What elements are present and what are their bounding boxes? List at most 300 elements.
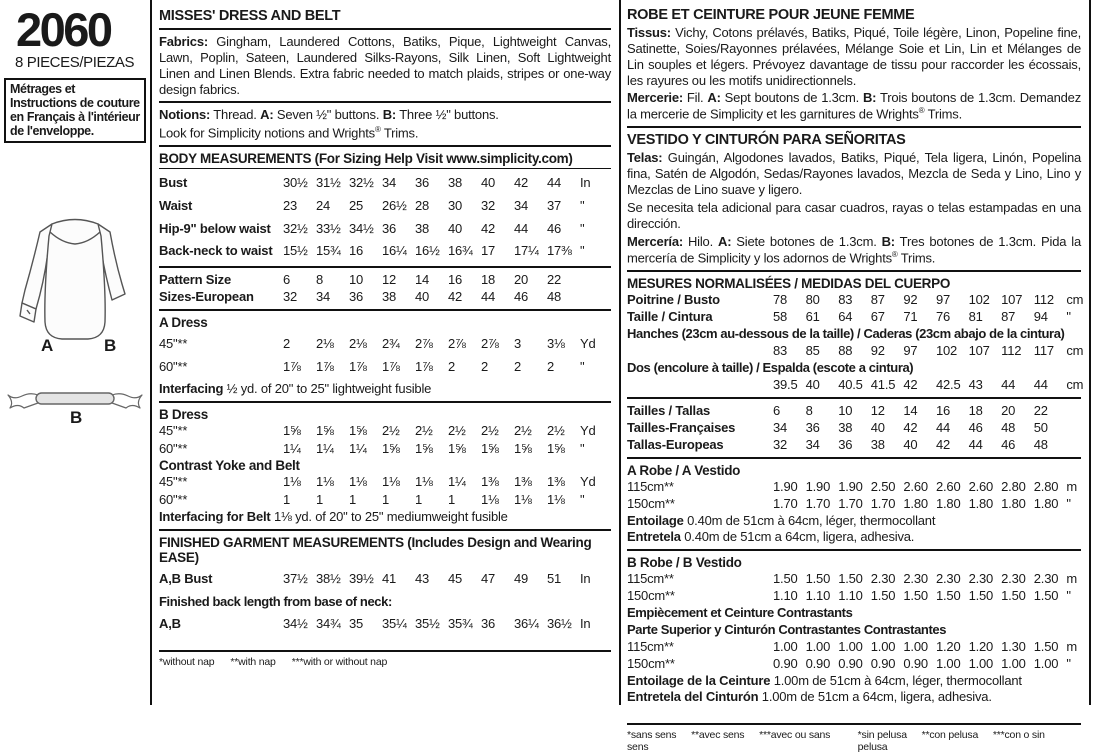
value-cell: 2.30 xyxy=(968,570,994,586)
text-segment: Tres botones de 1.3cm. Pida la mercería de Simplicity y los adornos de Wrights xyxy=(627,233,1081,265)
value-cell: 94 xyxy=(1033,308,1048,324)
b-dress-header: B Dress xyxy=(159,407,208,423)
metric-footnotes xyxy=(627,729,1081,753)
value-cell: 1⅝ xyxy=(283,423,301,439)
english-title: MISSES' DRESS AND BELT xyxy=(159,8,341,24)
value-cell: 83 xyxy=(773,343,788,359)
body-measurements-table xyxy=(159,175,611,258)
value-cell: 1⅜ xyxy=(514,474,532,490)
value-cell: 1.50 xyxy=(870,587,896,603)
value-cell: 50 xyxy=(1033,419,1048,435)
text-segment: 0.40m de 51cm a 64cm, ligera, adhesiva. xyxy=(680,528,915,544)
unit-cell: " xyxy=(580,491,585,507)
value-cell: 36 xyxy=(382,220,397,236)
text-segment: ® xyxy=(918,106,925,116)
text-segment: Look for Simplicity notions and Wrights xyxy=(159,125,375,141)
unit-cell: m xyxy=(1066,478,1077,494)
value-cell: 2.60 xyxy=(935,478,961,494)
value-cell: 46 xyxy=(1001,437,1016,453)
value-cell: 38 xyxy=(415,220,430,236)
divider xyxy=(159,168,611,169)
value-cell: 1⅛ xyxy=(349,474,367,490)
fabrics-paragraph xyxy=(159,34,611,97)
value-cell: 38 xyxy=(838,419,853,435)
value-cell: 1.80 xyxy=(968,495,994,511)
value-cell: 2½ xyxy=(547,423,565,439)
text-segment: Fil. xyxy=(683,90,708,106)
value-cell: 17¼ xyxy=(514,243,539,259)
row-label: A,B xyxy=(159,615,181,631)
value-cell: 33½ xyxy=(316,220,341,236)
text-segment: Trims. xyxy=(380,125,419,141)
se-necesita-paragraph xyxy=(627,200,1081,232)
row-label: 60"** xyxy=(159,440,188,456)
value-cell: 1.00 xyxy=(870,638,896,654)
value-cell: 2⅞ xyxy=(481,336,499,352)
value-cell: 1.10 xyxy=(838,587,863,603)
text-segment: Siete botones de 1.3cm. xyxy=(731,233,882,249)
b-dress-table xyxy=(159,423,611,456)
value-cell: 1.50 xyxy=(1001,587,1026,603)
value-cell: 1.50 xyxy=(838,570,863,586)
divider xyxy=(627,397,1081,399)
view-b-label: B xyxy=(104,336,117,355)
text-label: A: xyxy=(260,107,274,123)
unit-cell: Yd xyxy=(580,474,596,490)
value-cell: 14 xyxy=(415,271,430,287)
value-cell: 39½ xyxy=(349,571,374,587)
value-cell: 38 xyxy=(448,175,463,191)
divider xyxy=(159,28,611,30)
value-cell: 16¾ xyxy=(448,243,473,259)
value-cell: 1.00 xyxy=(903,638,928,654)
text-segment: Trois boutons de 1.3cm. Demandez la mercerie de Simplicity et les garnitures de Wrights xyxy=(627,90,1081,122)
value-cell: 36 xyxy=(838,437,853,453)
footnote: **con pelusa xyxy=(921,728,979,741)
tailles-table xyxy=(627,403,1081,453)
value-cell: 1.30 xyxy=(1001,638,1026,654)
table-row xyxy=(627,309,1081,325)
value-cell: 20 xyxy=(514,271,529,287)
value-cell: 8 xyxy=(805,402,813,418)
value-cell: 1 xyxy=(349,491,357,507)
pieces-count: 8 PIECES/PIEZAS xyxy=(15,53,135,71)
value-cell: 18 xyxy=(481,271,496,287)
unit-cell: m xyxy=(1066,638,1077,654)
value-cell: 1.80 xyxy=(935,495,961,511)
value-cell: 40 xyxy=(805,377,820,393)
value-cell: 37 xyxy=(547,198,562,214)
row-label: 60"** xyxy=(159,491,188,507)
row-label: Back-neck to waist xyxy=(159,243,273,259)
text-segment: Sept boutons de 1.3cm. xyxy=(720,90,863,106)
value-cell: 39.5 xyxy=(773,377,798,393)
value-cell: 22 xyxy=(1033,402,1048,418)
value-cell: 35 xyxy=(349,615,364,631)
value-cell: 1.00 xyxy=(968,656,994,672)
value-cell: 22 xyxy=(547,271,562,287)
value-cell: 44 xyxy=(481,289,496,305)
value-cell: 112 xyxy=(1001,343,1022,359)
left-column xyxy=(0,0,150,705)
value-cell: 40 xyxy=(903,437,918,453)
value-cell: 1⅝ xyxy=(349,423,367,439)
full-width-row-label: Parte Superior y Cinturón Contrastantes Contrastantes xyxy=(627,621,947,637)
text-label: Interfacing for Belt xyxy=(159,509,271,525)
value-cell: 2 xyxy=(514,358,522,374)
value-cell: 1.80 xyxy=(1033,495,1059,511)
value-cell: 2.60 xyxy=(903,478,928,494)
value-cell: 35½ xyxy=(415,615,440,631)
row-label: 45"** xyxy=(159,336,188,352)
value-cell: 15½ xyxy=(283,243,308,259)
unit-cell: " xyxy=(580,220,585,236)
value-cell: 16 xyxy=(349,243,364,259)
interfacing-a-line xyxy=(159,381,611,397)
value-cell: 2.50 xyxy=(870,478,896,494)
divider xyxy=(627,723,1081,725)
value-cell: 1⅝ xyxy=(547,440,565,456)
value-cell: 2.30 xyxy=(1001,570,1026,586)
value-cell: 1.50 xyxy=(805,570,831,586)
row-label: Poitrine / Busto xyxy=(627,291,720,307)
divider xyxy=(627,126,1081,128)
unit-cell: Yd xyxy=(580,423,596,439)
table-row xyxy=(159,289,611,305)
value-cell: 44 xyxy=(547,175,562,191)
unit-cell: " xyxy=(1066,495,1071,511)
value-cell: 1.00 xyxy=(1001,656,1026,672)
value-cell: 16 xyxy=(935,402,951,418)
value-cell: 30½ xyxy=(283,175,308,191)
value-cell: 1⅛ xyxy=(481,491,499,507)
value-cell: 42 xyxy=(448,289,463,305)
text-segment: ½ yd. of 20" to 25" lightweight fusible xyxy=(223,381,432,397)
footnote: ***con o sin pelusa xyxy=(857,728,1045,753)
row-label: Hip-9" below waist xyxy=(159,220,271,236)
divider xyxy=(159,145,611,147)
value-cell: 42 xyxy=(514,175,529,191)
text-segment: 1.00m de 51cm à 64cm, léger, thermocollant xyxy=(770,673,1022,689)
value-cell: 35¾ xyxy=(448,615,473,631)
value-cell: 42 xyxy=(481,220,496,236)
value-cell: 34 xyxy=(514,198,529,214)
entretela-cinturon-line xyxy=(627,689,1081,705)
value-cell: 1⅝ xyxy=(514,440,532,456)
body-measurements-header: BODY MEASUREMENTS (For Sizing Help Visit www.simplicity.com) xyxy=(159,151,573,167)
value-cell: 67 xyxy=(870,308,885,324)
notions-line2 xyxy=(159,125,611,141)
divider xyxy=(627,457,1081,459)
table-row xyxy=(627,479,1081,495)
value-cell: 1.20 xyxy=(968,638,994,654)
value-cell: 46 xyxy=(514,289,529,305)
row-label: Tailles-Françaises xyxy=(627,419,736,435)
value-cell: 6 xyxy=(773,402,781,418)
value-cell: 1⅞ xyxy=(316,358,334,374)
value-cell: 34 xyxy=(316,289,331,305)
unit-cell: In xyxy=(580,615,591,631)
value-cell: 102 xyxy=(935,343,958,359)
text-segment: ® xyxy=(374,125,381,135)
divider xyxy=(159,401,611,403)
text-segment: Vichy, Cotons prélavés, Batiks, Piqué, Toile légère, Linon, Popeline fine, Satinette, Soies/Rayonnes prélavées, Mélange Soie et Lin, Lin et Mélanges de Lin souples et légers. Prévoyez davantage de tissu pour raccorder les écossais, les rayures ou les motifs unidirectionnels. xyxy=(627,25,1081,88)
value-cell: 83 xyxy=(838,291,853,307)
text-segment: Seven ½" buttons. xyxy=(273,107,383,123)
value-cell: 0.90 xyxy=(805,656,831,672)
value-cell: 1.70 xyxy=(805,495,831,511)
value-cell: 40 xyxy=(481,175,496,191)
text-segment: Three ½" buttons. xyxy=(396,107,499,123)
text-segment: 1⅛ yd. of 20" to 25" mediumweight fusible xyxy=(270,509,508,525)
text-label: B: xyxy=(862,90,877,106)
value-cell: 1 xyxy=(382,491,390,507)
footnote: ***with or without nap xyxy=(291,656,388,669)
divider xyxy=(159,101,611,103)
value-cell: 1⅛ xyxy=(514,491,532,507)
value-cell: 1.50 xyxy=(935,587,961,603)
value-cell: 2½ xyxy=(481,423,499,439)
table-row xyxy=(627,420,1081,436)
value-cell: 38 xyxy=(870,437,885,453)
divider xyxy=(627,270,1081,272)
mercerie-paragraph xyxy=(627,90,1081,122)
value-cell: 38 xyxy=(382,289,397,305)
value-cell: 1⅞ xyxy=(349,358,367,374)
text-segment: Trims. xyxy=(924,106,962,122)
value-cell: 32½ xyxy=(349,175,374,191)
a-dress-table xyxy=(159,336,611,374)
value-cell: 40 xyxy=(448,220,463,236)
unit-cell: " xyxy=(580,198,585,214)
value-cell: 3 xyxy=(514,336,522,352)
value-cell: 10 xyxy=(838,402,853,418)
value-cell: 34¾ xyxy=(316,615,341,631)
dress-back-view-drawing xyxy=(0,210,150,440)
table-row xyxy=(627,291,1084,308)
value-cell: 1⅞ xyxy=(382,358,400,374)
value-cell: 1¼ xyxy=(283,440,301,456)
value-cell: 16¼ xyxy=(382,243,407,259)
full-width-row-label: Dos (encolure à taille) / Espalda (escote a cintura) xyxy=(627,360,914,376)
value-cell: 1⅞ xyxy=(283,358,301,374)
row-label: Bust xyxy=(159,175,188,191)
spanish-title: VESTIDO Y CINTURÓN PARA SEÑORITAS xyxy=(627,132,906,149)
value-cell: 1⅝ xyxy=(481,440,499,456)
value-cell: 1⅜ xyxy=(547,474,565,490)
value-cell: 1.50 xyxy=(1033,587,1059,603)
value-cell: 1.10 xyxy=(805,587,831,603)
value-cell: 2 xyxy=(448,358,456,374)
value-cell: 17⅜ xyxy=(547,243,572,259)
value-cell: 0.90 xyxy=(903,656,928,672)
value-cell: 40 xyxy=(870,419,885,435)
value-cell: 1.50 xyxy=(773,570,798,586)
value-cell: 45 xyxy=(448,571,463,587)
value-cell: 28 xyxy=(415,198,430,214)
value-cell: 44 xyxy=(968,437,983,453)
b-robe-table xyxy=(627,571,1081,672)
text-label: B: xyxy=(881,233,895,249)
value-cell: 2.30 xyxy=(935,570,961,586)
value-cell: 12 xyxy=(382,271,397,287)
a-robe-table xyxy=(627,479,1081,512)
value-cell: 40 xyxy=(415,289,430,305)
table-row xyxy=(159,243,611,259)
value-cell: 64 xyxy=(838,308,853,324)
text-segment: 1.00m de 51cm a 64cm, ligera, adhesiva. xyxy=(758,689,992,704)
value-cell: 1.70 xyxy=(773,495,798,511)
value-cell: 76 xyxy=(935,308,951,324)
value-cell: 1.00 xyxy=(805,638,831,654)
table-row xyxy=(627,639,1081,655)
table-row xyxy=(627,656,1081,672)
value-cell: 48 xyxy=(1001,419,1016,435)
value-cell: 81 xyxy=(968,308,983,324)
value-cell: 34½ xyxy=(349,220,374,236)
value-cell: 8 xyxy=(316,271,324,287)
value-cell: 1 xyxy=(283,491,291,507)
telas-paragraph xyxy=(627,150,1081,198)
text-label: Entretela del Cinturón xyxy=(627,689,759,704)
text-label: Fabrics: xyxy=(159,34,208,49)
unit-cell: " xyxy=(1066,308,1071,324)
table-row xyxy=(159,175,611,191)
value-cell: 80 xyxy=(805,291,820,307)
value-cell: 42.5 xyxy=(935,377,961,393)
row-label: 150cm** xyxy=(627,495,675,511)
table-row xyxy=(159,571,611,587)
value-cell: 1 xyxy=(415,491,423,507)
value-cell: 25 xyxy=(349,198,364,214)
value-cell: 35¼ xyxy=(382,615,407,631)
row-label: Taille / Cintura xyxy=(627,308,713,324)
footnote: *sin pelusa xyxy=(857,728,907,741)
text-label: Mercerie: xyxy=(627,90,684,106)
a-robe-header: A Robe / A Vestido xyxy=(627,462,741,478)
value-cell: 34 xyxy=(773,419,788,435)
value-cell: 2.30 xyxy=(1033,570,1059,586)
value-cell: 1⅝ xyxy=(316,423,334,439)
text-label: A: xyxy=(718,233,732,249)
full-width-row-label: Finished back length from base of neck: xyxy=(159,593,392,609)
row-label: 115cm** xyxy=(627,478,674,494)
divider xyxy=(627,549,1081,551)
value-cell: 1⅝ xyxy=(382,440,400,456)
value-cell: 1⅞ xyxy=(415,358,433,374)
value-cell: 37½ xyxy=(283,571,308,587)
value-cell: 3⅛ xyxy=(547,336,565,352)
unit-cell: " xyxy=(1066,656,1071,672)
divider xyxy=(159,309,611,311)
table-row xyxy=(627,571,1081,587)
value-cell: 1⅜ xyxy=(481,474,499,490)
value-cell: 36 xyxy=(415,175,430,191)
french-title: ROBE ET CEINTURE POUR JEUNE FEMME xyxy=(627,7,915,23)
value-cell: 18 xyxy=(968,402,983,418)
row-label: 150cm** xyxy=(627,656,675,672)
garment-illustrations xyxy=(0,210,150,445)
row-label: 45"** xyxy=(159,474,188,490)
unit-cell: " xyxy=(1066,587,1071,603)
pattern-number: 2060 xyxy=(16,3,111,56)
value-cell: 36 xyxy=(481,615,496,631)
table-row xyxy=(627,588,1081,604)
mesures-header: MESURES NORMALISÉES / MEDIDAS DEL CUERPO xyxy=(627,275,951,291)
text-segment: 0.40m de 51cm à 64cm, léger, thermocollant xyxy=(683,512,936,528)
value-cell: 43 xyxy=(415,571,430,587)
a-dress-header: A Dress xyxy=(159,315,208,331)
value-cell: 2.60 xyxy=(968,478,994,494)
value-cell: 1⅛ xyxy=(415,474,433,490)
value-cell: 2½ xyxy=(514,423,532,439)
value-cell: 44 xyxy=(935,419,951,435)
value-cell: 16½ xyxy=(415,243,440,259)
unit-cell: " xyxy=(580,243,585,259)
value-cell: 1.20 xyxy=(935,638,961,654)
value-cell: 2 xyxy=(481,358,489,374)
table-row xyxy=(159,221,611,237)
text-segment: Guingán, Algodones lavados, Batiks, Piqué, Tela ligera, Linón, Popelina fina, Satén de Algodón, Sedas/Rayones lavados, Mezcla de Seda y Lino, Lino y Mezclas de Lino suave y ligero. xyxy=(627,150,1081,198)
divider xyxy=(159,529,611,531)
value-cell: 87 xyxy=(870,291,885,307)
entoilage-ceinture-line xyxy=(627,673,1081,689)
value-cell: 16 xyxy=(448,271,463,287)
value-cell: 117 xyxy=(1033,343,1054,359)
value-cell: 2⅞ xyxy=(415,336,433,352)
table-row xyxy=(627,403,1081,419)
value-cell: 1.50 xyxy=(903,587,928,603)
value-cell: 2 xyxy=(547,358,555,374)
value-cell: 36 xyxy=(805,419,820,435)
interfacing-belt-line xyxy=(159,509,611,525)
french-spanish-column xyxy=(621,0,1091,753)
value-cell: 36¼ xyxy=(514,615,539,631)
value-cell: 48 xyxy=(1033,437,1048,453)
value-cell: 1⅝ xyxy=(448,440,466,456)
value-cell: 1.00 xyxy=(773,638,798,654)
value-cell: 46 xyxy=(547,220,562,236)
value-cell: 1¼ xyxy=(316,440,334,456)
unit-cell: cm xyxy=(1066,291,1084,307)
unit-cell: In xyxy=(580,571,591,587)
value-cell: 48 xyxy=(547,289,562,305)
divider xyxy=(159,650,611,652)
value-cell: 41.5 xyxy=(870,377,896,393)
finished-measurements-header: FINISHED GARMENT MEASUREMENTS (Includes Design and Wearing EASE) xyxy=(159,535,592,566)
value-cell: 1.50 xyxy=(968,587,994,603)
value-cell: 97 xyxy=(903,343,918,359)
full-width-row-label: Empiècement et Ceinture Contrastants xyxy=(627,604,853,620)
value-cell: 1.70 xyxy=(870,495,896,511)
table-row xyxy=(627,377,1084,393)
row-label: Waist xyxy=(159,198,193,214)
value-cell: 44 xyxy=(1033,377,1048,393)
table-row xyxy=(159,359,611,375)
value-cell: 2½ xyxy=(415,423,433,439)
text-segment: Gingham, Laundered Cottons, Batiks, Pique, Lightweight Canvas, Lawn, Poplin, Sateen, Laundered Silks-Rayons, Silk Linen, Soft Lightweight Linen and Linen Blends. Extra fabric needed to match plaids, stripes or one-way design fabrics. xyxy=(159,34,611,97)
value-cell: 1⅛ xyxy=(316,474,334,490)
row-label: Sizes-European xyxy=(159,289,254,305)
value-cell: 92 xyxy=(870,343,885,359)
value-cell: 1.00 xyxy=(1033,656,1059,672)
mesures-table xyxy=(627,291,1084,393)
row-label: 115cm** xyxy=(627,570,674,586)
value-cell: 1 xyxy=(316,491,324,507)
table-row xyxy=(159,616,611,632)
value-cell: 47 xyxy=(481,571,496,587)
unit-cell: cm xyxy=(1066,343,1084,359)
